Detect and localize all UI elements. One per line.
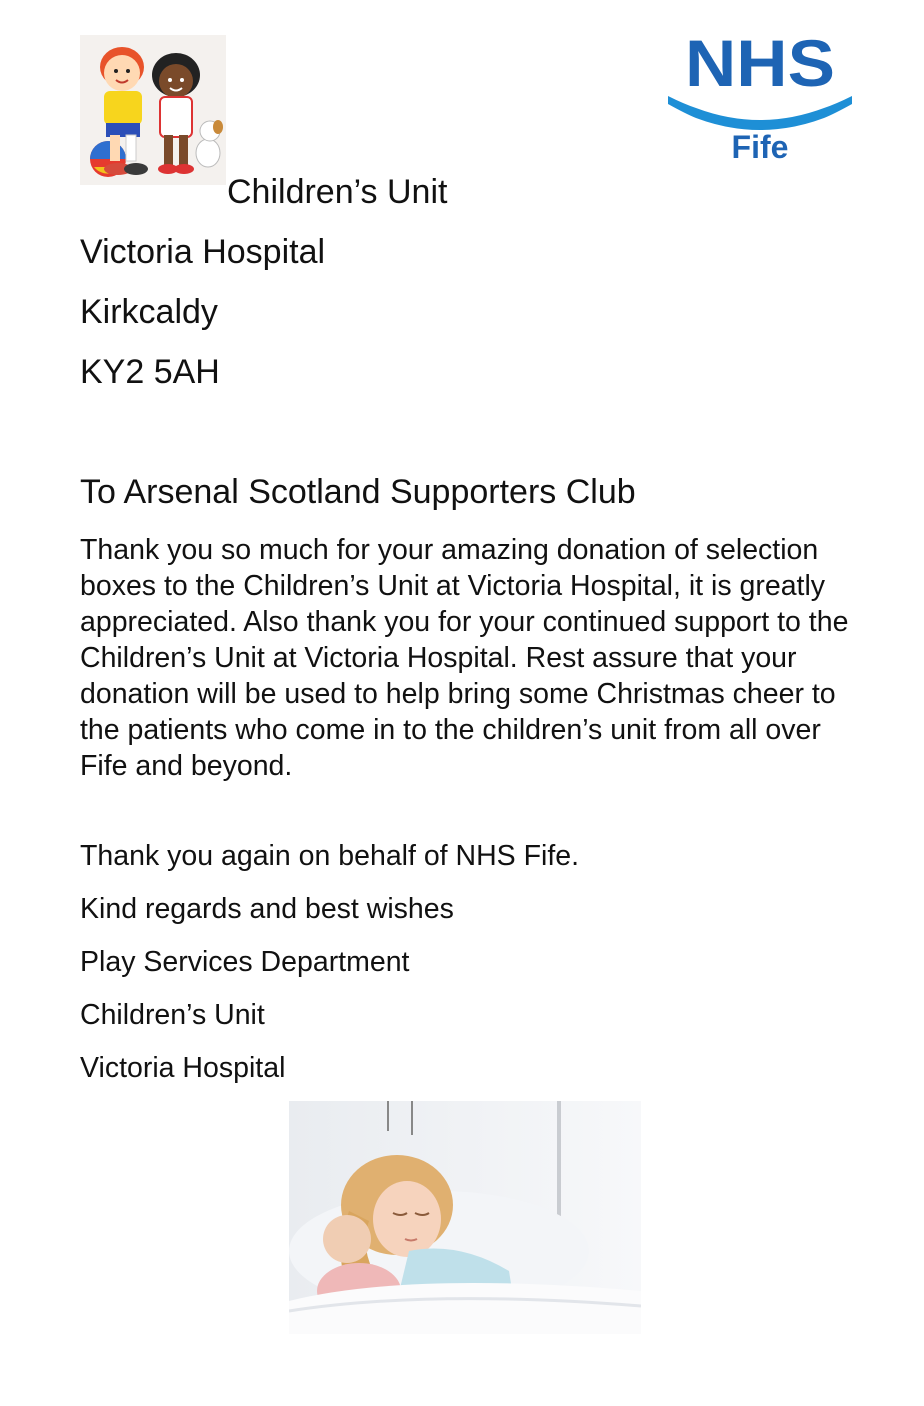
letter-greeting: To Arsenal Scotland Supporters Club: [80, 473, 636, 511]
address-postcode: KY2 5AH: [80, 353, 220, 391]
nhs-fife-logo-icon: [664, 30, 856, 165]
svg-text:Fife: Fife: [731, 129, 789, 165]
letter-closing: Kind regards and best wishes: [80, 893, 454, 925]
children-logo-icon: [80, 35, 226, 185]
signature-department: Play Services Department: [80, 946, 410, 978]
address-hospital: Victoria Hospital: [80, 233, 326, 271]
signature-unit: Children’s Unit: [80, 999, 265, 1031]
letter-thanks: Thank you again on behalf of NHS Fife.: [80, 840, 580, 872]
signature-hospital: Victoria Hospital: [80, 1052, 286, 1084]
address-unit: Children’s Unit: [227, 173, 448, 211]
address-town: Kirkcaldy: [80, 293, 218, 331]
letter-body: Thank you so much for your amazing donation of selection boxes to the Children’s Unit at Victoria Hospital, it is greatly appreciated. Also thank you for your continued support to the Children’s Unit at Victoria Hospital. Rest assure that your donation will be used to help bring some Christmas cheer to the patients who come in to the children’s unit from all over Fife and beyond.: [80, 534, 849, 782]
svg-text:NHS: NHS: [685, 30, 835, 100]
sleeping-child-photo: [289, 1101, 641, 1334]
